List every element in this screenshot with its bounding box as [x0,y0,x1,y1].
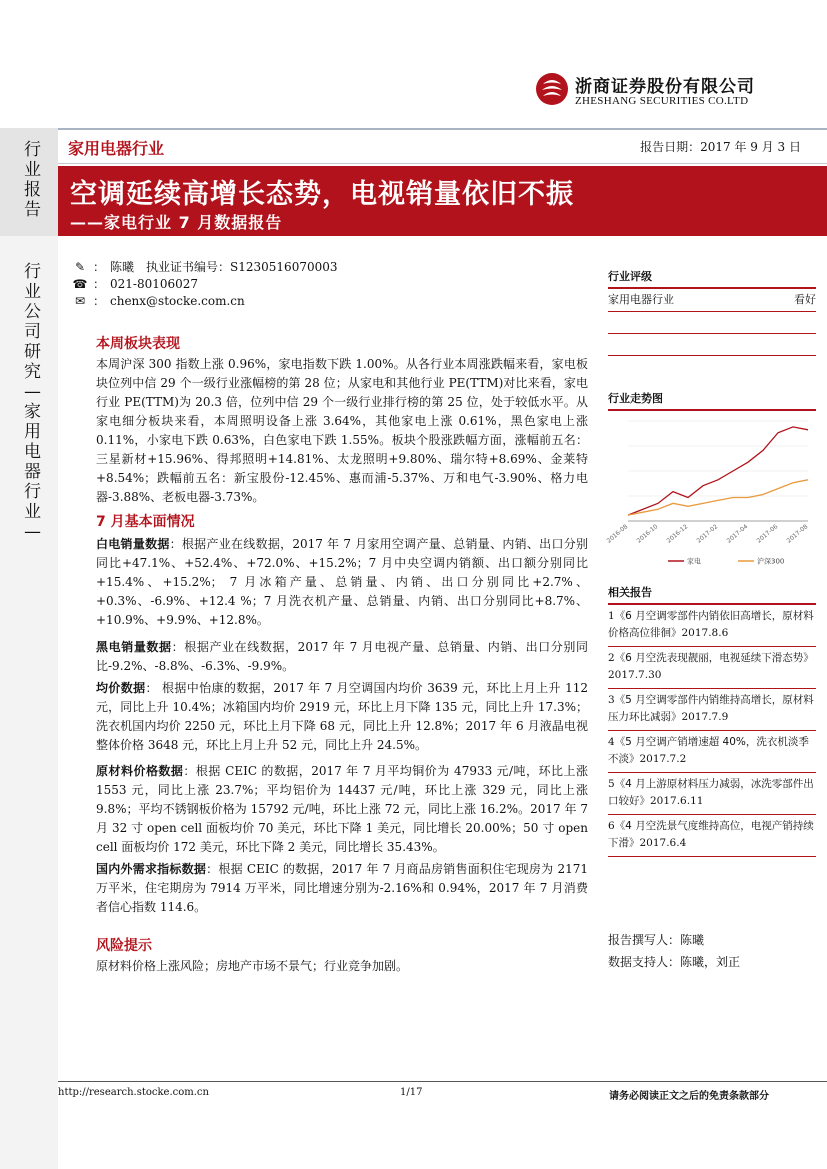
report-title: 空调延续高增长态势，电视销量依旧不振 [70,179,574,210]
risk-text: 原材料价格上涨风险；房地产市场不景气；行业竞争加剧。 [96,959,409,973]
chart-x-tick-label: 2017-04 [725,523,750,545]
report-number: 1 [608,610,615,622]
chart-legend-label: 家电 [687,557,701,566]
mail-icon: ✉ [74,294,86,308]
logo-company-name-en: ZHESHANG SECURITIES CO.LTD [575,95,749,107]
weekly-performance-text: 本周沪深 300 指数上涨 0.96%，家电指数下跌 1.00%。从各行业本周涨跌幅来看，家电板块位列中信 29 个一级行业涨幅榜的第 28 位；从家电和其他行业 PE(TTM)对比来看，家电行业 PE(TTM)为 20.3 倍，位列中信 29 个一级行业排行榜的第 25 位，处于较低水平。从家电细分板块来看，本周照明设备上涨 3.64%，其他家电上涨 0.61%，黑色家电上涨 0.11%，小家电下跌 0.63%，白色家电下跌 1.55%。板块个股涨跌幅方面，涨幅前五名：三星新材+15.96%、得邦照明+14.81%、太龙照明+9.80%、瑞尔特+8.69%、金莱特+8.54%；跌幅前五名：新宝股份-12.45%、惠而浦-5.37%、万和电气-3.90%、格力电器-3.88%、老板电器-3.73%。 [96,357,588,504]
analyst-name-row: ✎ ： 陈曦 执业证书编号： S1230516070003 [72,259,338,276]
footer-rule [58,1081,827,1082]
paragraph-demand: 国内外需求指标数据：根据 CEIC 的数据，2017 年 7 月商品房销售面积住宅现房为 2171 万平米，住宅期房为 7914 万平米，同比增速分别为-2.16%和 0.94%，2017 年 7 月消费者信心指数 114.6。 [96,862,588,914]
rating-industry: 家用电器行业 [608,293,674,306]
report-number: 2 [608,652,615,664]
side-label-category: 行业公司研究—家用电器行业— [24,262,41,542]
section-heading-july: 7 月基本面情况 [96,514,195,530]
report-number: 5 [608,778,615,790]
analyst-email-row: ✉ ： chenx@stocke.com.cn [72,293,338,310]
chart-x-tick-label: 2016-10 [635,523,660,545]
related-reports [608,584,816,857]
analyst-info [72,259,338,310]
phone-icon: ☎ [72,277,88,291]
report-title-link: 《5 月空调零部件内销维持高增长，原材料压力环比减弱》 [608,694,814,723]
related-report-item[interactable] [608,605,816,647]
related-heading: 相关报告 [608,584,816,605]
chart-x-tick-label: 2017-08 [785,523,810,545]
rating-blank-row [608,334,816,356]
report-number: 6 [608,820,615,832]
section-heading-weekly: 本周板块表现 [96,336,180,352]
paragraph-black-goods: 黑电销量数据：根据产业在线数据，2017 年 7 月电视产量、总销量、内销、出口分别同比-9.2%、-8.8%、-6.3%、-9.9%。 [96,640,588,673]
report-title-link: 《5 月空调产销增速超 40%，洗衣机淡季不淡》 [608,736,809,765]
trend-heading: 行业走势图 [608,390,816,411]
related-report-item[interactable] [608,773,816,815]
report-date: 2017.8.6 [681,627,729,639]
disclaimer-note: 请务必阅读正文之后的免责条款部分 [609,1091,769,1102]
rating-blank-row [608,312,816,334]
related-report-item[interactable] [608,647,816,689]
paragraph-raw-material: 原材料价格数据：根据 CEIC 的数据，2017 年 7 月平均铜价为 47933 元/吨，环比上涨 1553 元，同比上涨 23.7%；平均铝价为 14437 元/吨，环比上涨 329 元，同比上涨 9.8%；平均不锈钢板价格为 15792 元/吨，环比上涨 72 元，同比上涨 16.2%。2017 年 7 月 32 寸 open cell 面板均价 70 美元，环比下降 1 美元，同比增长 20.00%；50 寸 open cell 面板均价 172 美元，环比下降 2 美元，同比增长 35.43%。 [96,764,588,854]
paragraph-average-price: 均价数据： 根据中怡康的数据，2017 年 7 月空调国内均价 3639 元，环比上月上升 112 元，同比上升 10.4%；冰箱国内均价 2919 元，环比上月下降 135 元，同比上升 17.3%；洗衣机国内均价 2250 元，环比上月下降 68 元，同比上升 12.8%；2017 年 6 月液晶电视整体价格 3648 元，环比上月上升 52 元，同比上升 24.5%。 [96,681,588,752]
header-rule-thin [58,163,827,164]
logo-company-name: 浙商证券股份有限公司 [575,77,755,97]
report-title-link: 《6 月空洗表现靓丽，电视延续下滑态势》 [614,652,814,664]
data-support: 数据支持人：陈曦，刘正 [608,955,741,969]
analyst-name: 陈曦 [110,260,135,274]
cert-label: 执业证书编号： [146,260,231,274]
report-subtitle: ——家电行业 7 月数据报告 [70,213,283,232]
author-info [608,929,740,973]
report-title-link: 《6 月空调零部件内销依旧高增长，原材料价格高位徘徊》 [608,610,814,639]
page-number: 1/17 [400,1087,423,1098]
pen-icon: ✎ [74,260,86,274]
report-date: 2017.7.9 [681,711,729,723]
header-rule [58,128,827,130]
chart-x-tick-label: 2016-08 [605,523,630,545]
cert-number: S1230516070003 [230,260,338,274]
company-logo [535,72,770,112]
report-number: 4 [608,736,615,748]
paragraph-white-goods: 白电销量数据：根据产业在线数据，2017 年 7 月家用空调产量、总销量、内销、出口分别同比+47.1%、+52.4%、+72.0%、+15.2%；7 月中央空调内销额、出口额分别同比+15.4%、+15.2%； 7 月冰箱产量、总销量、内销、出口分别同比+2.7%、+0.3%、-6.9%、+12.4 %；7 月洗衣机产量、总销量、内销、出口分别同比+8.7%、+10.9%、+9.9%、+12.8%。 [96,537,588,627]
analyst-phone: 021-80106027 [110,277,199,291]
chart-x-tick-label: 2017-02 [695,523,720,545]
report-title-link: 《4 月上游原材料压力减弱，冰洗零部件出口较好》 [608,778,814,807]
chart-x-tick-label: 2017-06 [755,523,780,545]
rating-box [608,268,816,356]
report-title-link: 《4 月空洗景气度维持高位，电视产销持续下滑》 [608,820,814,849]
rating-value: 看好 [794,293,816,306]
logo-mark-icon [535,72,569,106]
industry-name: 家用电器行业 [68,139,165,158]
rating-heading: 行业评级 [608,268,816,289]
main-content [96,333,588,976]
footer-url[interactable]: http://research.stocke.com.cn [58,1087,209,1098]
side-label-report-type: 行业报告 [24,140,41,220]
related-report-item[interactable] [608,689,816,731]
chart-x-tick-label: 2016-12 [665,523,690,545]
report-date: 2017.6.4 [639,837,687,849]
report-date: 报告日期：2017 年 9 月 3 日 [640,140,801,154]
report-date: 2017.7.30 [608,669,662,681]
analyst-email[interactable]: chenx@stocke.com.cn [110,294,245,308]
related-report-item[interactable] [608,731,816,773]
report-date: 2017.6.11 [650,795,704,807]
industry-trend-chart [605,411,816,571]
report-number: 3 [608,694,615,706]
trend-box [605,390,816,574]
analyst-phone-row: ☎ ： 021-80106027 [72,277,199,291]
chart-series-line [628,480,808,515]
section-heading-risk: 风险提示 [96,938,152,954]
related-report-item[interactable] [608,815,816,857]
report-date: 2017.7.2 [639,753,687,765]
rating-row [608,289,816,312]
report-list [608,605,816,857]
chart-legend-label: 沪深300 [757,557,785,566]
report-author: 报告撰写人：陈曦 [608,933,705,947]
